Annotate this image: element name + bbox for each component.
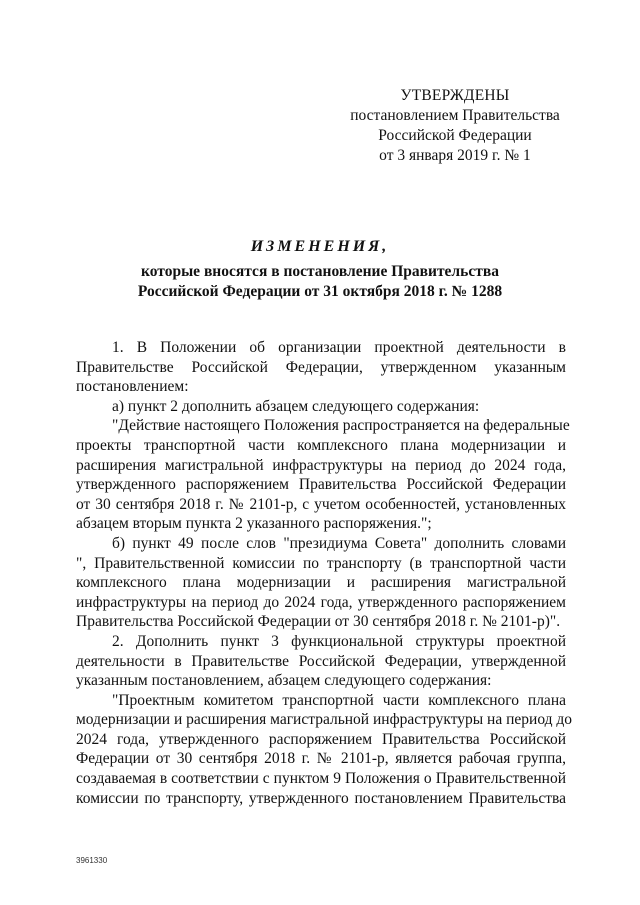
body-line: инфраструктуры на период до 2024 года, утвержденного распоряжением [76, 593, 566, 611]
body-line: расширения магистральной инфраструктуры на период до 2024 года, [76, 456, 566, 474]
body-line: "Проектным комитетом транспортной части комплексного плана [112, 691, 566, 709]
document-body [76, 338, 573, 808]
body-line: утвержденного распоряжением Правительства Российской Федерации [76, 476, 566, 494]
approval-line-3: Российской Федерации [378, 127, 532, 144]
body-line: Правительстве Российской Федерации, утвержденном указанным [76, 358, 566, 376]
approval-heading: УТВЕРЖДЕНЫ [400, 87, 510, 104]
body-line: 2024 года, утвержденного распоряжением Правительства Российской [76, 730, 566, 748]
document-subtitle [0, 262, 640, 302]
body-line: Правительства Российской Федерации от 30 сентября 2018 г. № 2101-р)". [76, 613, 561, 631]
body-line: создаваемая в соответствии с пунктом 9 Положения о Правительственной [76, 770, 566, 788]
approval-line-2: постановлением Правительства [350, 107, 560, 124]
body-line: комплексного плана модернизации и расширения магистральной [76, 574, 566, 592]
body-line: модернизации и расширения магистральной инфраструктуры на период до [76, 711, 573, 729]
body-line: 2. Дополнить пункт 3 функциональной структуры проектной [112, 632, 566, 650]
approval-stamp [330, 86, 580, 166]
approval-line-4: от 3 января 2019 г. № 1 [379, 147, 531, 164]
document-number: 3961330 [76, 856, 108, 865]
body-line: проекты транспортной части комплексного плана модернизации и [76, 436, 566, 454]
body-line: указанным постановлением, абзацем следующего содержания: [76, 672, 492, 690]
body-line: от 30 сентября 2018 г. № 2101-р, с учетом особенностей, установленных [76, 495, 566, 513]
body-line: Федерации от 30 сентября 2018 г. № 2101-р, является рабочая группа, [76, 750, 566, 768]
body-line: б) пункт 49 после слов "президиума Совета" дополнить словами [112, 534, 566, 552]
body-line: "Действие настоящего Положения распространяется на федеральные [112, 417, 570, 435]
body-line: 1. В Положении об организации проектной деятельности в [112, 339, 566, 356]
body-line: комиссии по транспорту, утвержденного постановлением Правительства [76, 789, 566, 807]
body-line: абзацем вторым пункта 2 указанного распоряжения."; [76, 515, 432, 533]
subtitle-line-1: которые вносятся в постановление Правительства [141, 263, 499, 280]
body-line: постановлением: [76, 378, 189, 396]
body-line: ", Правительственной комиссии по транспорту (в транспортной части [76, 554, 566, 572]
body-line: деятельности в Правительстве Российской Федерации, утвержденной [76, 652, 566, 670]
document-title: ИЗМЕНЕНИЯ, [250, 238, 390, 255]
subtitle-line-2: Российской Федерации от 31 октября 2018 г. № 1288 [137, 283, 503, 300]
body-line: а) пункт 2 дополнить абзацем следующего содержания: [112, 397, 480, 415]
